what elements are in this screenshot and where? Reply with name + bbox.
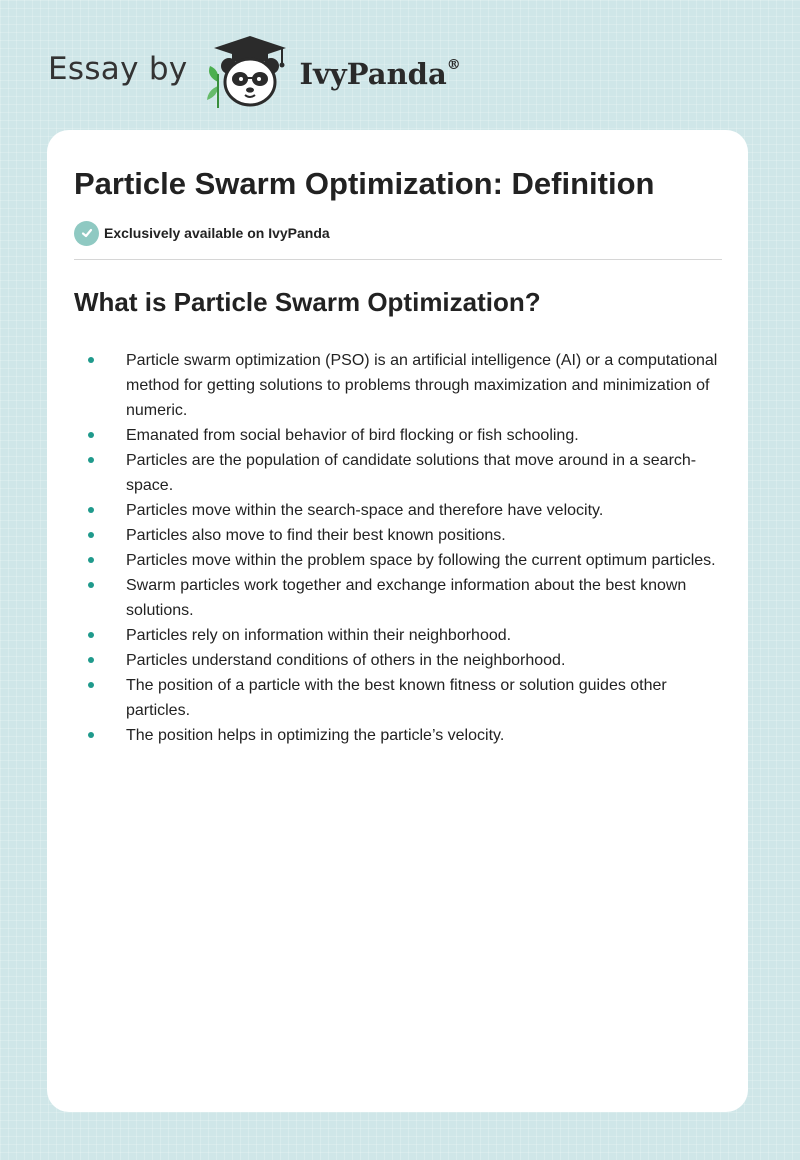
document-card: [47, 130, 748, 1112]
exclusive-badge: [74, 220, 722, 246]
list-item: [74, 548, 722, 573]
list-item: [74, 723, 722, 748]
bullet-icon: [88, 557, 94, 563]
list-item-text: The position helps in optimizing the particle’s velocity.: [126, 727, 505, 744]
site-header: [48, 34, 461, 110]
essay-by-label: Essay by: [48, 51, 188, 87]
bullet-icon: [88, 582, 94, 588]
bullet-icon: [88, 532, 94, 538]
badge-text: Exclusively available on IvyPanda: [104, 225, 330, 241]
list-item: [74, 523, 722, 548]
bullet-icon: [88, 657, 94, 663]
bullet-icon: [88, 507, 94, 513]
list-item-text: Particles move within the problem space by following the current optimum particles.: [126, 552, 716, 569]
list-item-text: Particles are the population of candidate solutions that move around in a search-space.: [126, 452, 697, 494]
list-item-text: Particle swarm optimization (PSO) is an artificial intelligence (AI) or a computational method for getting solutions to problems through maximization and minimization of numeric.: [126, 352, 718, 419]
bullet-icon: [88, 682, 94, 688]
bullet-icon: [88, 357, 94, 363]
check-circle-icon: [74, 221, 99, 246]
list-item-text: The position of a particle with the best known fitness or solution guides other particles.: [126, 677, 667, 719]
page-title: Particle Swarm Optimization: Definition: [74, 166, 655, 201]
section-heading: What is Particle Swarm Optimization?: [74, 287, 541, 317]
list-item-text: Swarm particles work together and exchange information about the best known solutions.: [126, 577, 687, 619]
list-item-text: Particles also move to find their best known positions.: [126, 527, 506, 544]
list-item-text: Particles understand conditions of others in the neighborhood.: [126, 652, 566, 669]
panda-logo-icon[interactable]: [202, 34, 298, 110]
list-item: [74, 673, 722, 723]
list-item: [74, 448, 722, 498]
brand-name[interactable]: IvyPanda®: [299, 57, 461, 91]
list-item-text: Particles rely on information within their neighborhood.: [126, 627, 512, 644]
bullet-icon: [88, 432, 94, 438]
list-item-text: Emanated from social behavior of bird flocking or fish schooling.: [126, 427, 579, 444]
list-item-text: Particles move within the search-space and therefore have velocity.: [126, 502, 604, 519]
bullet-icon: [88, 457, 94, 463]
bullet-list: [74, 348, 722, 748]
list-item: [74, 623, 722, 648]
bullet-icon: [88, 732, 94, 738]
divider: [74, 259, 722, 260]
list-item: [74, 498, 722, 523]
list-item: [74, 423, 722, 448]
bullet-icon: [88, 632, 94, 638]
registered-mark: ®: [446, 57, 461, 74]
list-item: [74, 348, 722, 423]
list-item: [74, 573, 722, 623]
list-item: [74, 648, 722, 673]
